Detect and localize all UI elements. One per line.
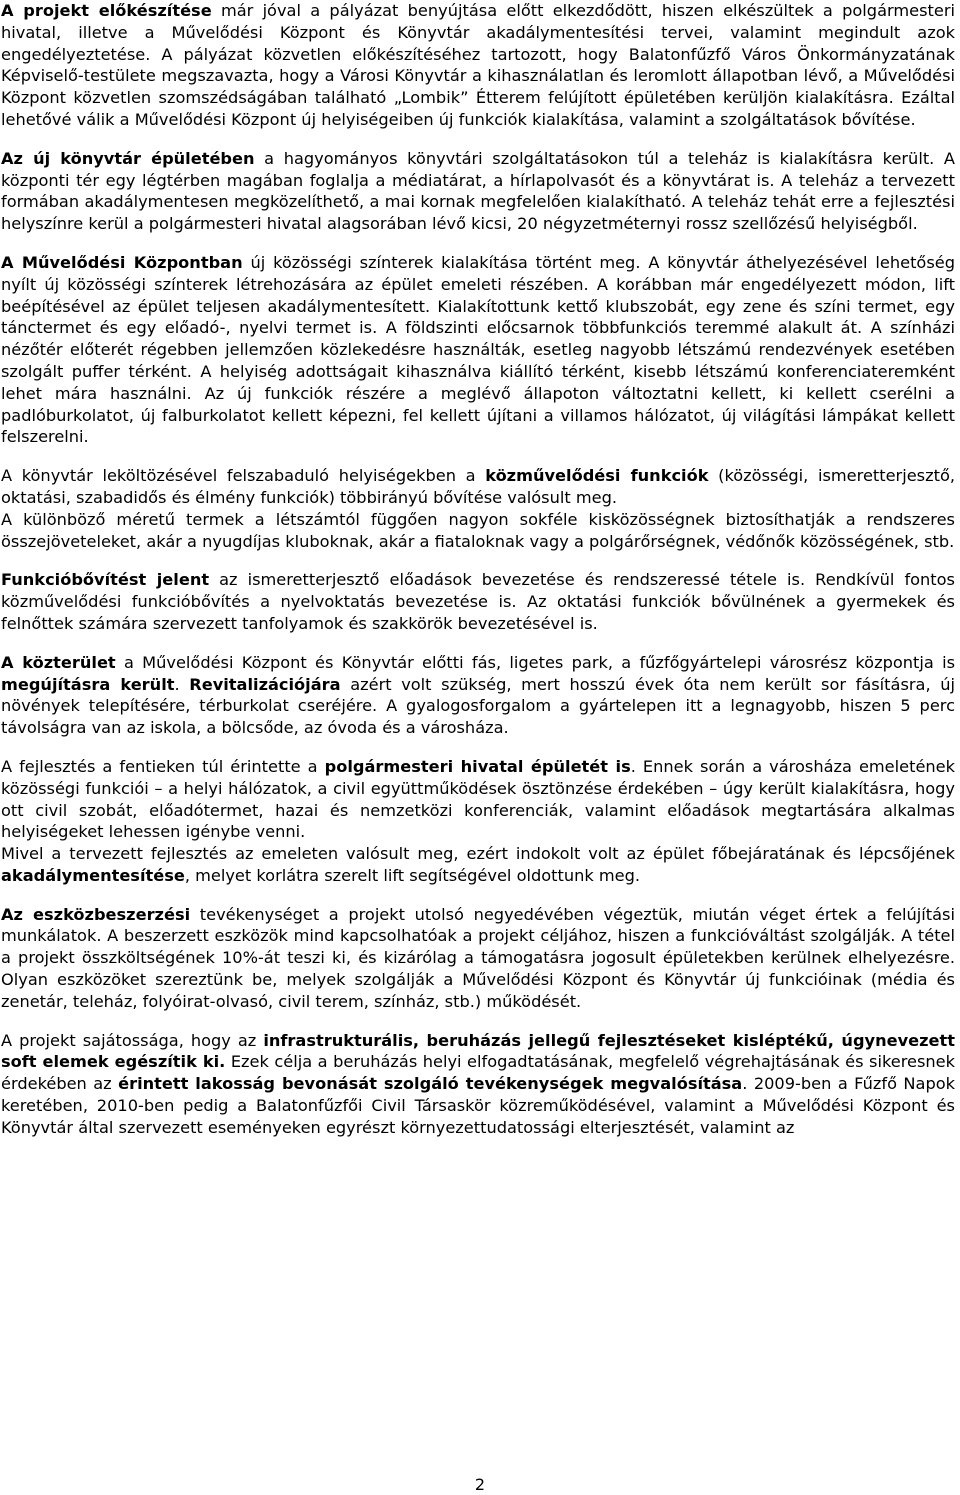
bold-text-run: akadálymentesítése xyxy=(1,865,185,885)
bold-text-run: érintett lakosság bevonását szolgáló tevékenységek megvalósítása xyxy=(118,1074,743,1094)
bold-text-run: megújításra került xyxy=(1,674,175,694)
body-paragraph xyxy=(1,569,955,634)
text-run: , melyet korlátra szerelt lift segítségével oldottunk meg. xyxy=(184,865,641,885)
bold-text-run: Funkcióbővítést jelent xyxy=(1,570,210,590)
text-run: Ezek célja a beruházás helyi elfogadtatásának, megfelelő végrehajtásának és sikeresnek érdekében az xyxy=(1,1052,955,1094)
text-run: A könyvtár leköltözésével felszabaduló helyiségekben a xyxy=(1,466,486,486)
body-paragraph xyxy=(1,465,955,509)
text-run: A különböző méretű termek a létszámtól függően nagyon sokféle kisközösségnek biztosíthatják a rendszeres összejöveteleket, akár a nyugdíjas kluboknak, akár a fiataloknak vagy a polgárőrségnek, védőnők közösségének, stb. xyxy=(1,509,955,551)
body-paragraph xyxy=(1,843,955,887)
text-run: . xyxy=(174,674,190,694)
text-run: a Művelődési Központ és Könyvtár előtti fás, ligetes park, a fűzfőgyártelepi városrész központja is xyxy=(115,652,955,672)
text-run: tevékenységet a projekt utolsó negyedévében végeztük, miután véget értek a felújítási munkálatok. A beszerzett eszközök mind kapcsolhatóak a projekt céljához, hiszen a funkcióváltást szolgálják. A tétel a projekt összköltségének 10%-át teszi ki, és kizárólag a támogatásra jogosult épületekben kerülnek elhelyezésre. Olyan eszközöket szereztünk be, melyek szolgálják a Művelődési Központ és Könyvtár új funkcióinak (média és zenetár, teleház, folyóirat-olvasó, civil terem, színház, stb.) működését. xyxy=(1,904,955,1011)
bold-text-run: közművelődési funkciók xyxy=(485,466,709,486)
text-run: már jóval a pályázat benyújtása előtt elkezdődött, hiszen elkészültek a polgármesteri hivatal, illetve a Művelődési Központ és Könyvtár akadálymentesítési tervei, valamint megindult azok engedélyeztetése. A pályázat közvetlen előkészítéséhez tartozott, hogy Balatonfűzfő Város Önkormányzatának Képviselő-testülete megszavazta, hogy a Városi Könyvtár a kihasználatlan és leromlott állapotban lévő, a Művelődési Központ közvetlen szomszédságában található „Lombik” Étterem felújított épületében kerüljön kialakításra. Ezáltal lehetővé válik a Művelődési Központ új helyiségeiben új funkciók kialakítása, valamint a szolgáltatások bővítése. xyxy=(1,1,955,129)
bold-text-run: Revitalizációjára xyxy=(189,674,341,694)
text-run: új közösségi színterek kialakítása történt meg. A könyvtár áthelyezésével lehetőség nyílt új közösségi színterek létrehozására az épület emeleti részében. A korábban már engedélyezett módon, lift beépítésével az épület teljesen akadálymentesített. Kialakítottunk kettő klubszobát, egy zene és színi termet, egy tánctermet és egy előadó-, nyelvi termet is. A földszinti előcsarnok többfunkciós teremmé alakult át. A színházi nézőtér előterét régebben jellemzően közlekedésre használták, esetleg nagyobb létszámú rendezvények esetében szolgált puffer térként. A helyiség adottságait kihasználva kiállító térként, kisebb létszámú konferenciateremként lehet mára használni. Az új funkciók részére a meglévő állapoton változtatni kellett, ki kellett cserélni a padlóburkolatot, új falburkolatot kellett képezni, fel kellett újítani a villamos hálózatot, új világítási lámpákat kellett felszerelni. xyxy=(1,252,955,447)
text-run: . Ennek során a városháza emeletének közösségi funkciói – a helyi hálózatok, a civil együttműködések ösztönzése érdekében – úgy került kialakításra, hogy ott civil szobát, előadótermet, hazai és nemzetközi konferenciák, valamint előadások megtartására alkalmas helyiségeket lehessen igénybe venni. xyxy=(1,756,955,842)
bold-text-run: Az eszközbeszerzési xyxy=(1,904,191,924)
body-paragraph xyxy=(1,148,955,235)
body-paragraph xyxy=(1,756,955,843)
text-run: az ismeretterjesztő előadások bevezetése és rendszeressé tétele is. Rendkívül fontos közművelődési funkcióbővítés a nyelvoktatás bevezetése is. Az oktatási funkciók bővülnének a gyermekek és felnőttek számára szervezett tanfolyamok és szakkörök bevezetésével is. xyxy=(1,570,955,633)
bold-text-run: A projekt előkészítése xyxy=(1,1,212,20)
body-paragraph xyxy=(1,1030,955,1139)
body-paragraph xyxy=(1,0,955,131)
text-run: (közösségi, ismeretterjesztő, oktatási, szabadidős és élmény funkciók) többirányú bővítése valósult meg. xyxy=(1,466,955,507)
text-run: a hagyományos könyvtári szolgáltatásokon túl a teleház is kialakításra került. A központi tér egy légtérben magában foglalja a médiatárat, a hírlapolvasót és a könyvtárat is. A teleház a tervezett formában akadálymentesen megközelíthető, a mai kornak megfelelően kialakítható. A teleház tehát erre a fejlesztési helyszínre kerül a polgármesteri hivatal alagsorában lévő kicsi, 20 négyzetméternyi rossz szellőzésű helyiségből. xyxy=(1,148,956,234)
bold-text-run: infrastrukturális, beruházás jellegű fejlesztéseket kisléptékű, úgynevezett soft elemek egészítik ki. xyxy=(1,1030,956,1072)
body-paragraph xyxy=(1,652,955,739)
bold-text-run: polgármesteri hivatal épületét is xyxy=(324,756,631,776)
body-paragraph xyxy=(1,904,955,1013)
text-run: . 2009-ben a Fűzfő Napok keretében, 2010-ben pedig a Balatonfűzfői Civil Társaskör közreműködésével, valamint a Művelődési Központ és Könyvtár által szervezett eseményeken egyrészt környezettudatossági elterjesztését, valamint az xyxy=(1,1074,955,1137)
text-run: A projekt sajátossága, hogy az xyxy=(1,1030,264,1050)
text-run: Mivel a tervezett fejlesztés az emeleten valósult meg, ezért indokolt volt az épület főbejáratának és lépcsőjének xyxy=(1,844,955,864)
page-number: 2 xyxy=(474,1475,486,1494)
text-run: azért volt szükség, mert hosszú évek óta nem került sor fásításra, új növények telepítésére, térburkolat cseréjére. A gyalogosforgalom a gyártelepen itt a legnagyobb, hiszen 5 perc távolságra van az iskola, a bölcsőde, az óvoda és a városháza. xyxy=(1,674,955,738)
body-paragraph xyxy=(1,252,955,448)
bold-text-run: A közterület xyxy=(1,652,116,672)
bold-text-run: Az új könyvtár épületében xyxy=(1,148,255,168)
text-run: A fejlesztés a fentieken túl érintette a xyxy=(1,756,325,776)
bold-text-run: A Művelődési Központban xyxy=(1,252,243,272)
body-paragraph xyxy=(1,509,955,553)
